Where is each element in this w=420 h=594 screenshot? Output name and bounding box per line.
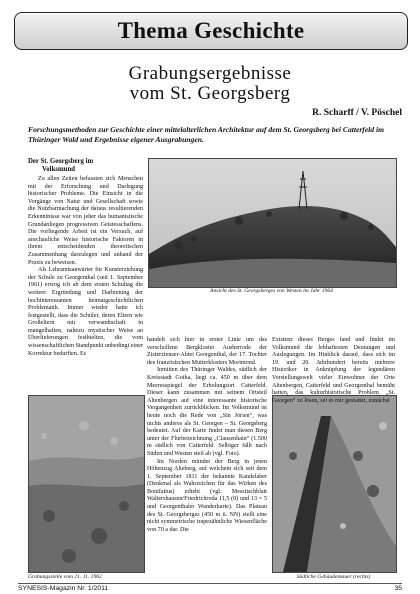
- section-banner-text: Thema Geschichte: [117, 18, 305, 43]
- col1-paragraph-1: Zu allen Zeiten befassten sich Menschen mit der Erforschung und Darlegung historischer Probleme. Die Einsicht in die Vorgänge von Natur und Gesellschaft sowie die Nutzbarmachung der daraus resultierenden Erkenntnisse war von jeher das humanistische Grundanliegen progressiven Geistesschaffens. Die vorliegende Arbeit ist ein Versuch, auf anschauliche Weise historische Faktoren in ihrem entscheidenden theoretischen Zusammenhang darzulegen und anhand der Praxis zu beweisen.: [28, 176, 143, 266]
- caption-top: Ansicht des St. Georgsberges von Westen im Jahr 1964: [210, 288, 333, 294]
- hill-photo-image: [149, 159, 396, 287]
- wall-photo: [272, 395, 397, 573]
- excavation-photo-image: [29, 396, 144, 572]
- subhead-line-1: Der St. Georgsberg im: [28, 158, 94, 165]
- article-title-line-1: Grabungsergebnisse: [128, 63, 292, 84]
- wall-photo-image: [273, 396, 396, 572]
- col1-paragraph-2: Als Lehramtsanwärter für Kunsterziehung der Schule zu Georgenthal (seit 1. September 1961) erwog ich ab dem ersten Schultag die weitere Ergründung und Darbietung der hochinteressanten heimatgeschichtlichen Problematik. Immer wieder hatte ich festgestellt, dass die Schüler, deren Eltern wie Großeltern mir verwandtschaft in mangelhaften, nahezu mystischer Weise an Überlieferungen festhielten, die vom wissenschaftlichen Standpunkt unbedingt einer Korrektur bedurften. Es: [28, 267, 143, 357]
- article-title-line-2: vom St. Georgsberg: [129, 83, 291, 104]
- hill-photo: [148, 158, 397, 288]
- excavation-photo: [28, 395, 145, 573]
- column-3: [272, 337, 395, 405]
- footer-page-number: 35: [394, 585, 402, 592]
- article-lead: Forschungsmethoden zur Geschichte einer mittelalterlichen Architektur auf dem St. Georgsberg bei Catterfeld im Thüringer Wald und Ergebnisse eigener Ausgrabungen.: [28, 125, 385, 144]
- caption-bottom-left: Grabungsstelle vom 21. 11. 1962: [28, 574, 102, 580]
- col2-paragraph-2: Inmitten des Thüringer Waldes, südlich der Kreisstadt Gotha, liegt ca. 450 m über dem Meeresspiegel der Erholungsort Catterfeld. Dieser kann zusammen mit seinem Ortsteil Altenbergen auf eine interessante historische Vergangenheit zurückblicken. Im Volksmund ist heute noch die Rede von „Sin Jörien“, was nichts anderes als St. Georgen – St. Georgsberg bedeutet. Auf der Karte findet man diesen Berg unter der Flurbezeichnung „Clausenhain“ (1.500 m südlich von Catterfeld. Selbiger fällt nach Süden und Westen steil ab (vgl. Foto).: [147, 367, 267, 457]
- column-2: [147, 337, 267, 534]
- article-authors: R. Scharff / V. Pöschel: [312, 108, 402, 118]
- caption-bottom-right: Südliche Gebäudemauer (rechts): [296, 574, 371, 580]
- footer-magazine: SYNESIS-Magazin Nr. 1/2011: [18, 585, 109, 592]
- col3-paragraph-1: Existenz dieses Berges fand und findet im Volksmund die lebhaftesten Deutungen und Auslegungen. Im Hinblick darauf, dass sich im 19. und 20. Jahrhundert bereits mehrere Historiker in Anknüpfung der legendären Vorstellungswelt vieler Einwohner der Orte Altenbergen, Catterfeld und Georgenthal bemüht hatten, das kulturhistorische Problem „St. Georgen“ zu lösen, sei es mir gestattet, zunächst: [272, 337, 395, 404]
- subhead: [28, 158, 143, 174]
- col2-paragraph-3: Im Norden mündet der Berg in jenen Höhenzug Alteberg, auf welchem sich seit dem 1. September 1811 der bekannte Kandelaber (Denkmal als Wahrzeichen für das Wirken des Bonifatius) erhebt (vgl. Messtischblatt Waltershausen/Friedrichroda 11,5 (0) und 13 = 5 und Georgenthaler Wanderkarte). Das Plateau des St. Georgsberges (450 m ü. NN) stellt eine nicht symmetrische trapezähnliche Wiesenfläche von 70 a dar. Die: [147, 458, 267, 533]
- col2-paragraph-1: handelt sich hier in erster Linie um das verschollene Bergkloster Ausberrode der Zisterzienser-Abtei Georgenthal, der 17. Tochter des französischen Mutterklosters Morimond.: [147, 337, 267, 366]
- footer-rule: [18, 583, 402, 584]
- subhead-line-2: Volksmund: [42, 166, 75, 173]
- section-banner: [14, 12, 408, 50]
- column-1: [28, 158, 143, 358]
